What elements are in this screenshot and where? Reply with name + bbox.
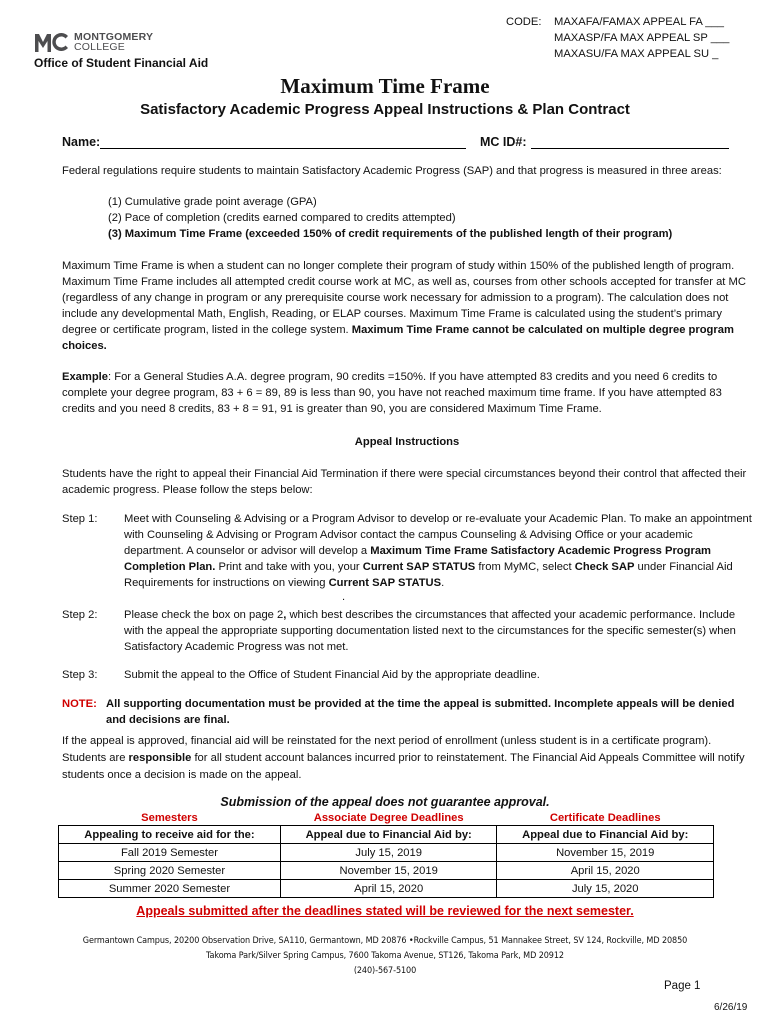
appeal-intro: Students have the right to appeal their Financial Aid Termination if there were special circumstances beyond their control that affected their academic progress. Please follow the steps below: bbox=[62, 468, 747, 496]
mc-logo-mark bbox=[34, 31, 70, 53]
mc-logo-icon bbox=[34, 31, 70, 53]
column-title: Associate Degree Deadlines bbox=[313, 811, 464, 824]
table-cell: Spring 2020 Semester bbox=[59, 862, 281, 880]
step-text bbox=[124, 607, 752, 655]
table-cell: July 15, 2019 bbox=[280, 844, 497, 862]
logo-line-1: MONTGOMERY bbox=[74, 31, 154, 43]
note-text: All supporting documentation must be provided at the time the appeal is submitted. Incomplete appeals will be denied and decisions are final. bbox=[106, 698, 735, 726]
step-2 bbox=[62, 607, 752, 655]
code-label: CODE: bbox=[506, 16, 542, 28]
table-cell: Summer 2020 Semester bbox=[59, 880, 281, 898]
name-blank[interactable] bbox=[100, 135, 466, 149]
mtf-text: Maximum Time Frame is when a student can no longer complete their program of study within 150% of the published length of program. Maximum Time Frame includes all attempted credit course work at MC, as well as, courses from other schools accepted for transfer at MC (regardless of any change in program or any prerequisite course work necessary for admission to a program). The calculation does not include any developmental Math, English, Reading, or ELAP courses. Maximum Time Frame is calculated using the student’s primary degree or certificate program, listed in the college system. bbox=[62, 260, 746, 336]
logo-wordmark bbox=[74, 32, 153, 52]
code-line-3: MAXASU/FA MAX APPEAL SU _ bbox=[554, 48, 719, 60]
sap-areas-list bbox=[108, 194, 672, 242]
example-text: : For a General Studies A.A. degree program, 90 credits =150%. If you have attempted 83 credits and you need 6 credits to complete your degree program, 83 + 6 = 89, 89 is less than 90, you have not reached maximum time frame. If you have attempted 83 credits and you need 8 credits, 83 + 8 = 91, 91 is greater than 90, you are considered Maximum Time Frame. bbox=[62, 371, 722, 415]
table-row bbox=[59, 880, 714, 898]
sap-area-item: (3) Maximum Time Frame (exceeded 150% of credit requirements of the published length of their program) bbox=[108, 228, 673, 240]
step-label: Step 3: bbox=[62, 669, 98, 681]
step-text bbox=[124, 511, 752, 591]
column-header: Appeal due to Financial Aid by: bbox=[280, 826, 497, 844]
example-paragraph bbox=[62, 369, 752, 417]
deadlines-table bbox=[58, 810, 714, 898]
step-1-text-e: . bbox=[441, 577, 445, 589]
code-line-1: MAXAFA/FAMAX APPEAL FA ___ bbox=[554, 16, 724, 28]
intro-paragraph: Federal regulations require students to maintain Satisfactory Academic Progress (SAP) and that progress is measured in three areas: bbox=[62, 165, 722, 177]
table-cell: November 15, 2019 bbox=[280, 862, 497, 880]
column-title: Certificate Deadlines bbox=[549, 811, 661, 824]
mtf-bold-text: Maximum Time Frame cannot be calculated on multiple degree program choices. bbox=[62, 324, 734, 352]
approval-text-b: for all student account balances incurred prior to reinstatement. The Financial Aid Appeals Committee will notify students once a decision is made on the appeal. bbox=[62, 752, 745, 781]
note-block bbox=[62, 696, 752, 728]
step-2-bold-a: , bbox=[283, 609, 287, 621]
approval-bold: responsible bbox=[128, 752, 192, 764]
step-1 bbox=[62, 511, 752, 591]
table-cell: July 15, 2020 bbox=[497, 880, 714, 898]
step-1-bold-a: Maximum Time Frame Satisfactory Academic Progress Program Completion Plan. bbox=[124, 545, 711, 573]
revision-date: 6/26/19 bbox=[714, 1002, 748, 1013]
step-text: Submit the appeal to the Office of Student Financial Aid by the appropriate deadline. bbox=[124, 669, 540, 681]
step-label: Step 1: bbox=[62, 513, 98, 525]
approval-text-a: If the appeal is approved, financial aid will be reinstated for the next period of enrollment (unless student is in a certificate program). Students are bbox=[62, 735, 712, 764]
approval-paragraph bbox=[62, 733, 752, 784]
step-1-bold-b: Current SAP STATUS bbox=[362, 561, 476, 573]
step-2-text-a: Please check the box on page 2 bbox=[124, 609, 284, 621]
table-cell: April 15, 2020 bbox=[280, 880, 497, 898]
table-row bbox=[59, 862, 714, 880]
step-1-bold-d: Current SAP STATUS bbox=[328, 577, 442, 589]
submission-notice: Submission of the appeal does not guarantee approval. bbox=[220, 795, 550, 809]
step-1-bold-c: Check SAP bbox=[574, 561, 635, 573]
name-field[interactable] bbox=[62, 135, 466, 149]
step-3 bbox=[62, 667, 752, 683]
step-1-text-a: Meet with Counseling & Advising or a Program Advisor to develop or re-evaluate your Academic Plan. To make an appointment with Counseling & Advising or Program Advisor contact the campus Counseling & Advising Office or your academic department. A counselor or advisor will develop a bbox=[124, 513, 752, 557]
name-label: Name: bbox=[62, 135, 101, 149]
sap-area-item: (1) Cumulative grade point average (GPA) bbox=[108, 196, 317, 208]
page-subtitle: Satisfactory Academic Progress Appeal Instructions & Plan Contract bbox=[140, 101, 630, 118]
footer-address-2: Takoma Park/Silver Spring Campus, 7600 Takoma Avenue, ST126, Takoma Park, MD 20912 bbox=[206, 950, 564, 961]
step-label: Step 2: bbox=[62, 609, 98, 621]
logo-line-2: COLLEGE bbox=[74, 41, 126, 53]
mc-id-label: MC ID#: bbox=[480, 135, 527, 149]
office-name: Office of Student Financial Aid bbox=[34, 56, 209, 70]
example-label: Example bbox=[62, 371, 109, 383]
footer-address-1: Germantown Campus, 20200 Observation Drive, SA110, Germantown, MD 20876 •Rockville Campus, 51 Mannakee Street, SV 124, Rockville, MD 20850 bbox=[82, 935, 688, 946]
step-1-text-b: Print and take with you, your bbox=[215, 561, 363, 573]
column-title: Semesters bbox=[141, 811, 198, 824]
code-line-2: MAXASP/FA MAX APPEAL SP ___ bbox=[554, 32, 730, 44]
college-logo bbox=[34, 31, 153, 53]
note-label: NOTE: bbox=[62, 698, 97, 710]
step-1-text-d: under Financial Aid Requirements for instructions on viewing bbox=[124, 561, 733, 589]
mc-id-field[interactable] bbox=[480, 135, 729, 149]
mtf-paragraph bbox=[62, 258, 752, 354]
column-header: Appealing to receive aid for the: bbox=[59, 826, 281, 844]
table-row bbox=[59, 844, 714, 862]
column-header: Appeal due to Financial Aid by: bbox=[497, 826, 714, 844]
table-cell: November 15, 2019 bbox=[497, 844, 714, 862]
sap-area-item: (2) Pace of completion (credits earned compared to credits attempted) bbox=[108, 212, 456, 224]
stray-dot: . bbox=[342, 591, 346, 603]
appeal-heading: Appeal Instructions bbox=[354, 436, 460, 448]
step-2-text-b: which best describes the circumstances that affected your academic performance. Include with the appeal the appropriate supporting documentation listed next to the circumstances for the specific semester(s) when Satisfactory Academic Progress was not met. bbox=[124, 609, 736, 653]
step-1-text-c: from MyMC, select bbox=[475, 561, 575, 573]
table-cell: Fall 2019 Semester bbox=[59, 844, 281, 862]
page-number: Page 1 bbox=[664, 980, 701, 992]
code-block bbox=[506, 14, 729, 62]
page-title: Maximum Time Frame bbox=[280, 74, 490, 98]
footer-phone: (240)-567-5100 bbox=[353, 965, 417, 976]
mc-id-blank[interactable] bbox=[531, 135, 729, 149]
table-cell: April 15, 2020 bbox=[497, 862, 714, 880]
late-appeal-notice: Appeals submitted after the deadlines stated will be reviewed for the next semester. bbox=[136, 904, 634, 918]
